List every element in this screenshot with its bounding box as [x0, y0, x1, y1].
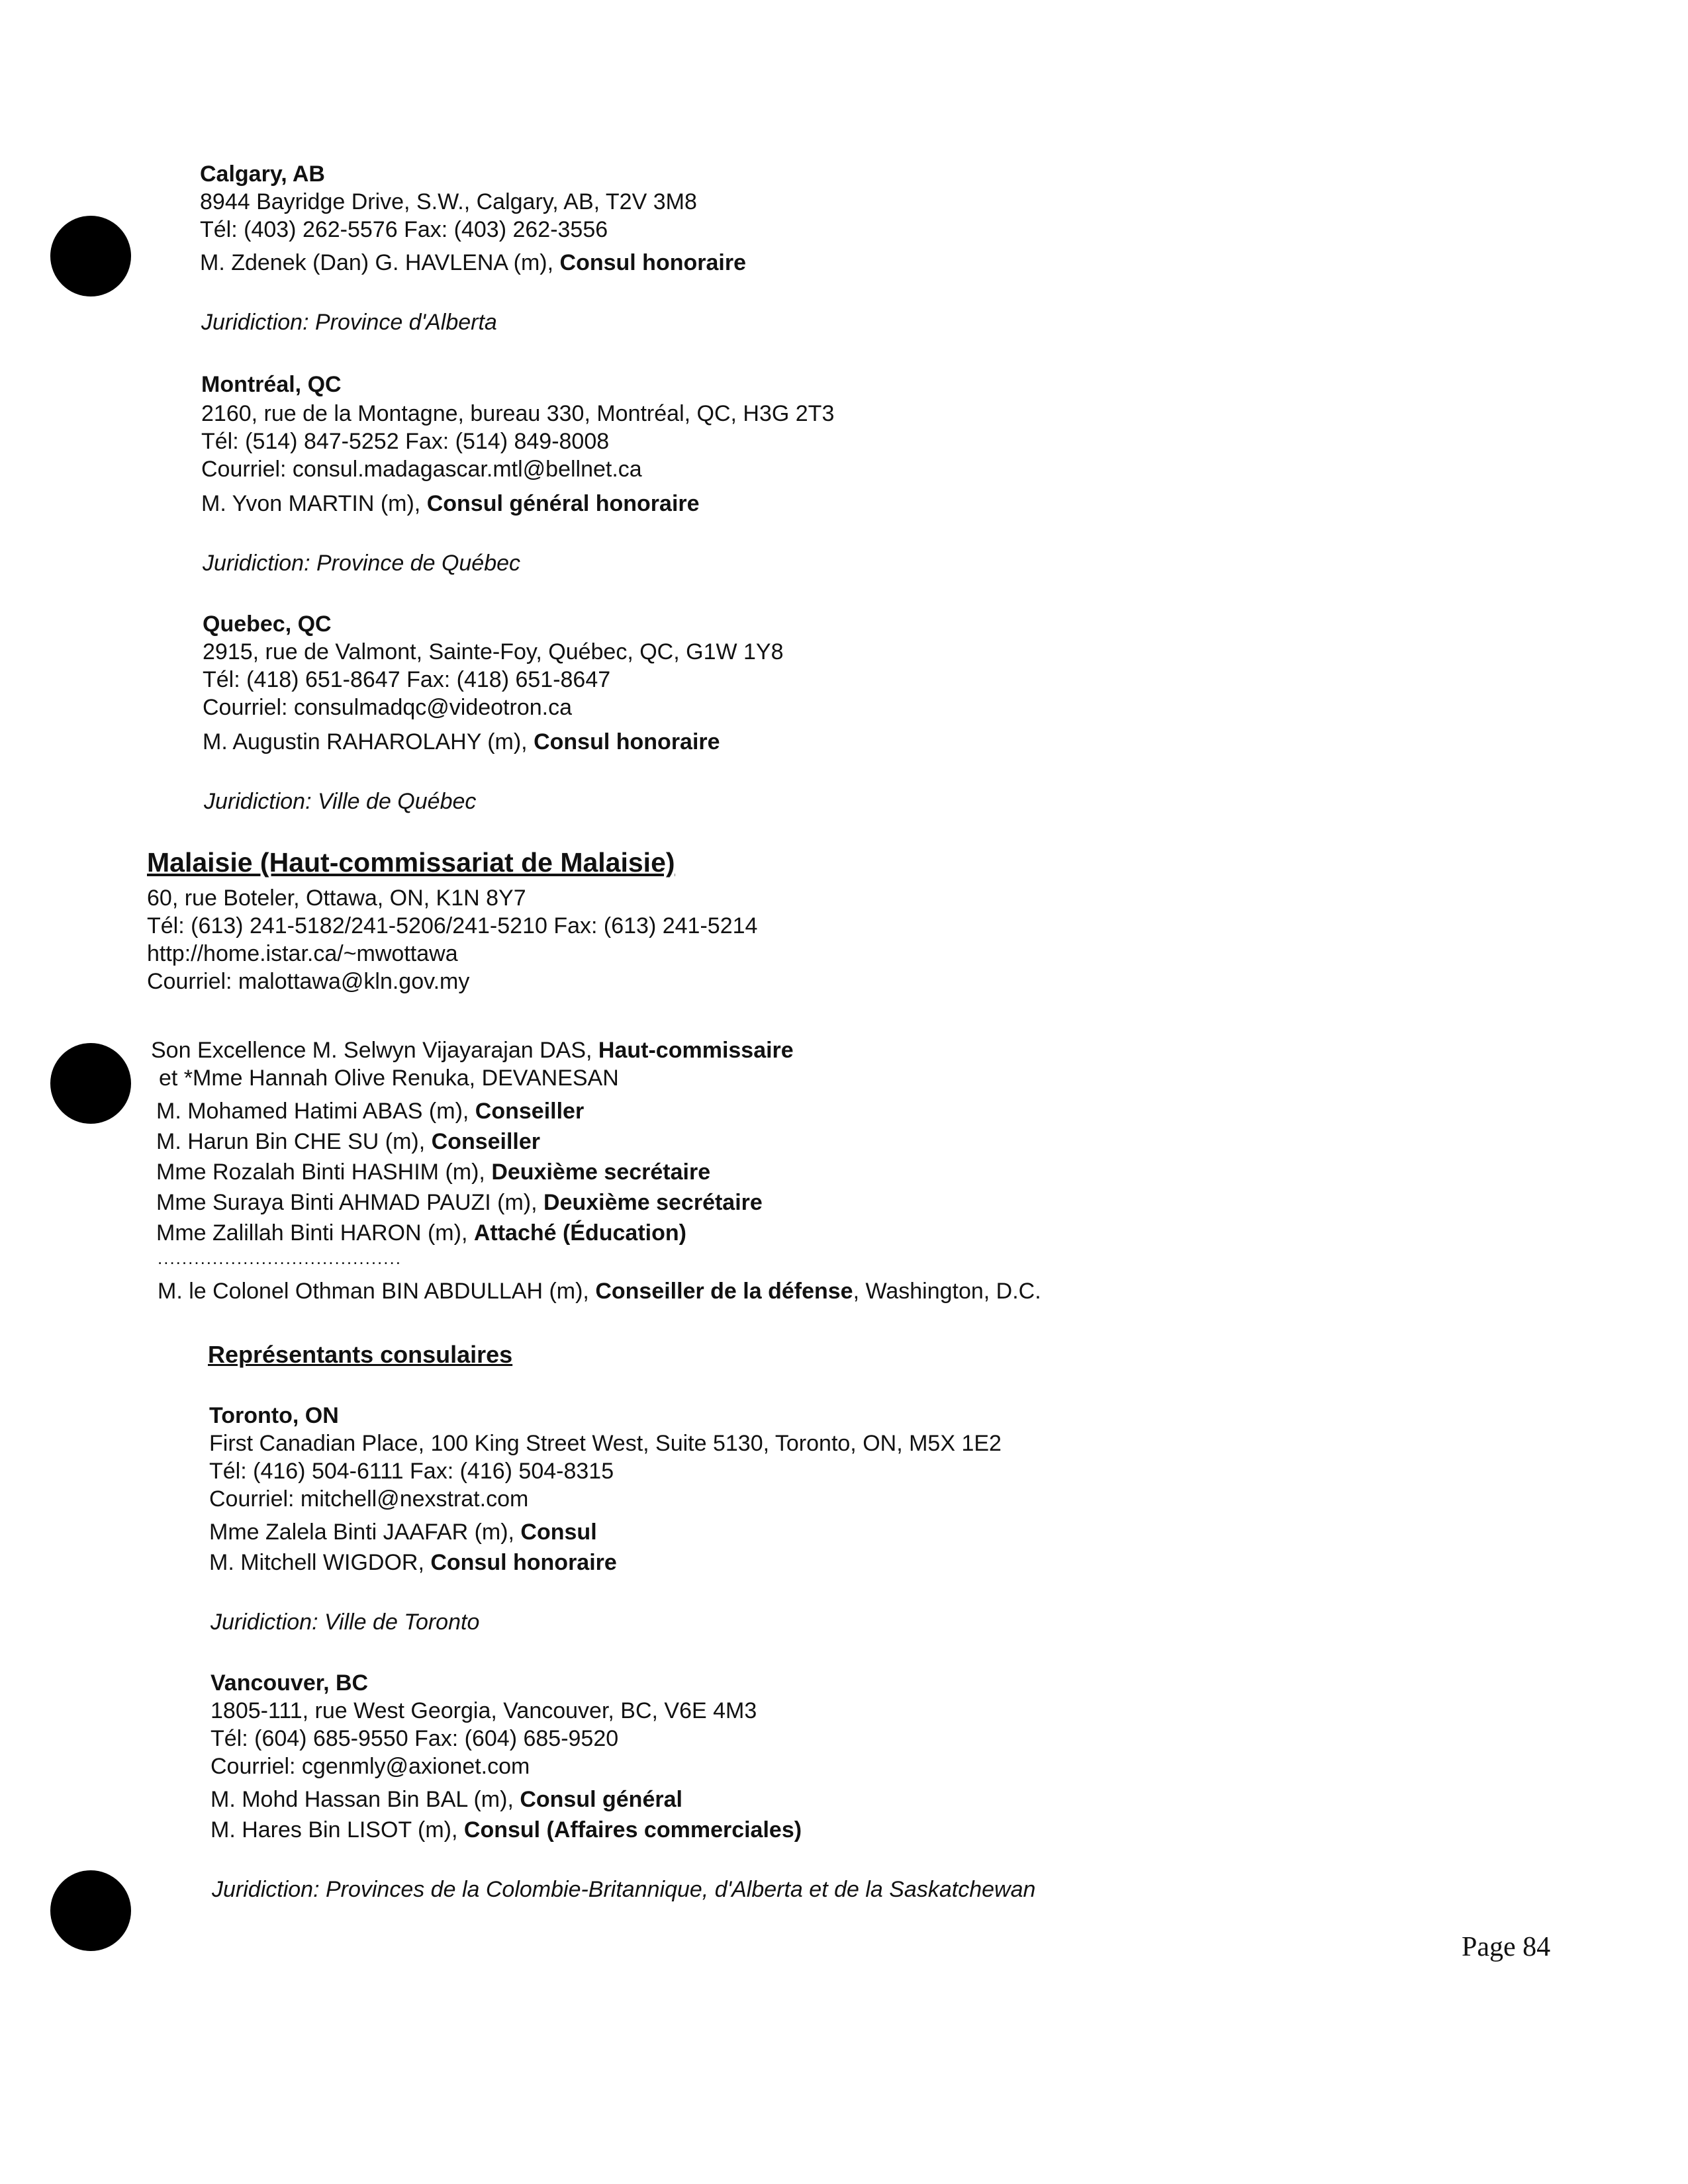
jurisdiction-line: Juridiction: Ville de Toronto	[211, 1610, 480, 1635]
jurisdiction-line: Juridiction: Province d'Alberta	[201, 310, 497, 335]
city-heading: Montréal, QC	[201, 372, 342, 397]
consular-heading: Représentants consulaires	[208, 1341, 513, 1368]
punch-hole-bottom	[50, 1870, 131, 1951]
jurisdiction-line: Juridiction: Provinces de la Colombie-Britannique, d'Alberta et de la Saskatchewan	[212, 1877, 1036, 1902]
punch-hole-middle	[50, 1043, 131, 1124]
address-line: 1805-111, rue West Georgia, Vancouver, BC, V6E 4M3	[211, 1698, 757, 1723]
official-line: M. Yvon MARTIN (m), Consul général honoraire	[201, 491, 700, 516]
city-heading: Toronto, ON	[209, 1403, 339, 1428]
address-line: 60, rue Boteler, Ottawa, ON, K1N 8Y7	[147, 886, 526, 911]
jurisdiction-line: Juridiction: Province de Québec	[203, 551, 521, 576]
staff-line: Mme Zalillah Binti HARON (m), Attaché (Éducation)	[156, 1220, 686, 1246]
email-line: Courriel: mitchell@nexstrat.com	[209, 1486, 529, 1512]
phone-line: Tél: (416) 504-6111 Fax: (416) 504-8315	[209, 1459, 614, 1484]
city-heading: Quebec, QC	[203, 612, 332, 637]
punch-hole-top	[50, 216, 131, 296]
official-line: M. Hares Bin LISOT (m), Consul (Affaires commerciales)	[211, 1817, 802, 1843]
official-line: M. Mitchell WIGDOR, Consul honoraire	[209, 1550, 617, 1575]
phone-line: Tél: (403) 262-5576 Fax: (403) 262-3556	[200, 217, 608, 242]
page-number: Page 84	[1462, 1932, 1551, 1962]
address-line: 2915, rue de Valmont, Sainte-Foy, Québec, QC, G1W 1Y8	[203, 639, 784, 664]
official-line: M. Augustin RAHAROLAHY (m), Consul honoraire	[203, 729, 720, 754]
phone-line: Tél: (604) 685-9550 Fax: (604) 685-9520	[211, 1726, 619, 1751]
head-of-mission-line: Son Excellence M. Selwyn Vijayarajan DAS, Haut-commissaire	[151, 1038, 794, 1063]
jurisdiction-line: Juridiction: Ville de Québec	[204, 789, 477, 814]
phone-line: Tél: (613) 241-5182/241-5206/241-5210 Fax: (613) 241-5214	[147, 913, 758, 938]
official-line: Mme Zalela Binti JAAFAR (m), Consul	[209, 1520, 597, 1545]
city-heading: Vancouver, BC	[211, 1670, 369, 1696]
separator-dots: ........................................	[158, 1248, 402, 1268]
website-line: http://home.istar.ca/~mwottawa	[147, 941, 458, 966]
city-heading: Calgary, AB	[200, 161, 325, 187]
defense-attache-line: M. le Colonel Othman BIN ABDULLAH (m), Conseiller de la défense, Washington, D.C.	[158, 1279, 1041, 1304]
phone-line: Tél: (418) 651-8647 Fax: (418) 651-8647	[203, 667, 611, 692]
address-line: 8944 Bayridge Drive, S.W., Calgary, AB, T2V 3M8	[200, 189, 697, 214]
phone-line: Tél: (514) 847-5252 Fax: (514) 849-8008	[201, 429, 610, 454]
staff-line: M. Harun Bin CHE SU (m), Conseiller	[156, 1129, 541, 1154]
mission-heading: Malaisie (Haut-commissariat de Malaisie)	[147, 847, 675, 878]
spouse-line: et *Mme Hannah Olive Renuka, DEVANESAN	[159, 1066, 619, 1091]
address-line: 2160, rue de la Montagne, bureau 330, Montréal, QC, H3G 2T3	[201, 401, 835, 426]
email-line: Courriel: malottawa@kln.gov.my	[147, 969, 470, 994]
staff-line: Mme Rozalah Binti HASHIM (m), Deuxième secrétaire	[156, 1160, 711, 1185]
email-line: Courriel: cgenmly@axionet.com	[211, 1754, 530, 1779]
email-line: Courriel: consul.madagascar.mtl@bellnet.ca	[201, 457, 642, 482]
email-line: Courriel: consulmadqc@videotron.ca	[203, 695, 572, 720]
staff-line: M. Mohamed Hatimi ABAS (m), Conseiller	[156, 1099, 585, 1124]
official-line: M. Mohd Hassan Bin BAL (m), Consul général	[211, 1787, 682, 1812]
staff-line: Mme Suraya Binti AHMAD PAUZI (m), Deuxième secrétaire	[156, 1190, 763, 1215]
official-line: M. Zdenek (Dan) G. HAVLENA (m), Consul honoraire	[200, 250, 746, 275]
address-line: First Canadian Place, 100 King Street West, Suite 5130, Toronto, ON, M5X 1E2	[209, 1431, 1002, 1456]
